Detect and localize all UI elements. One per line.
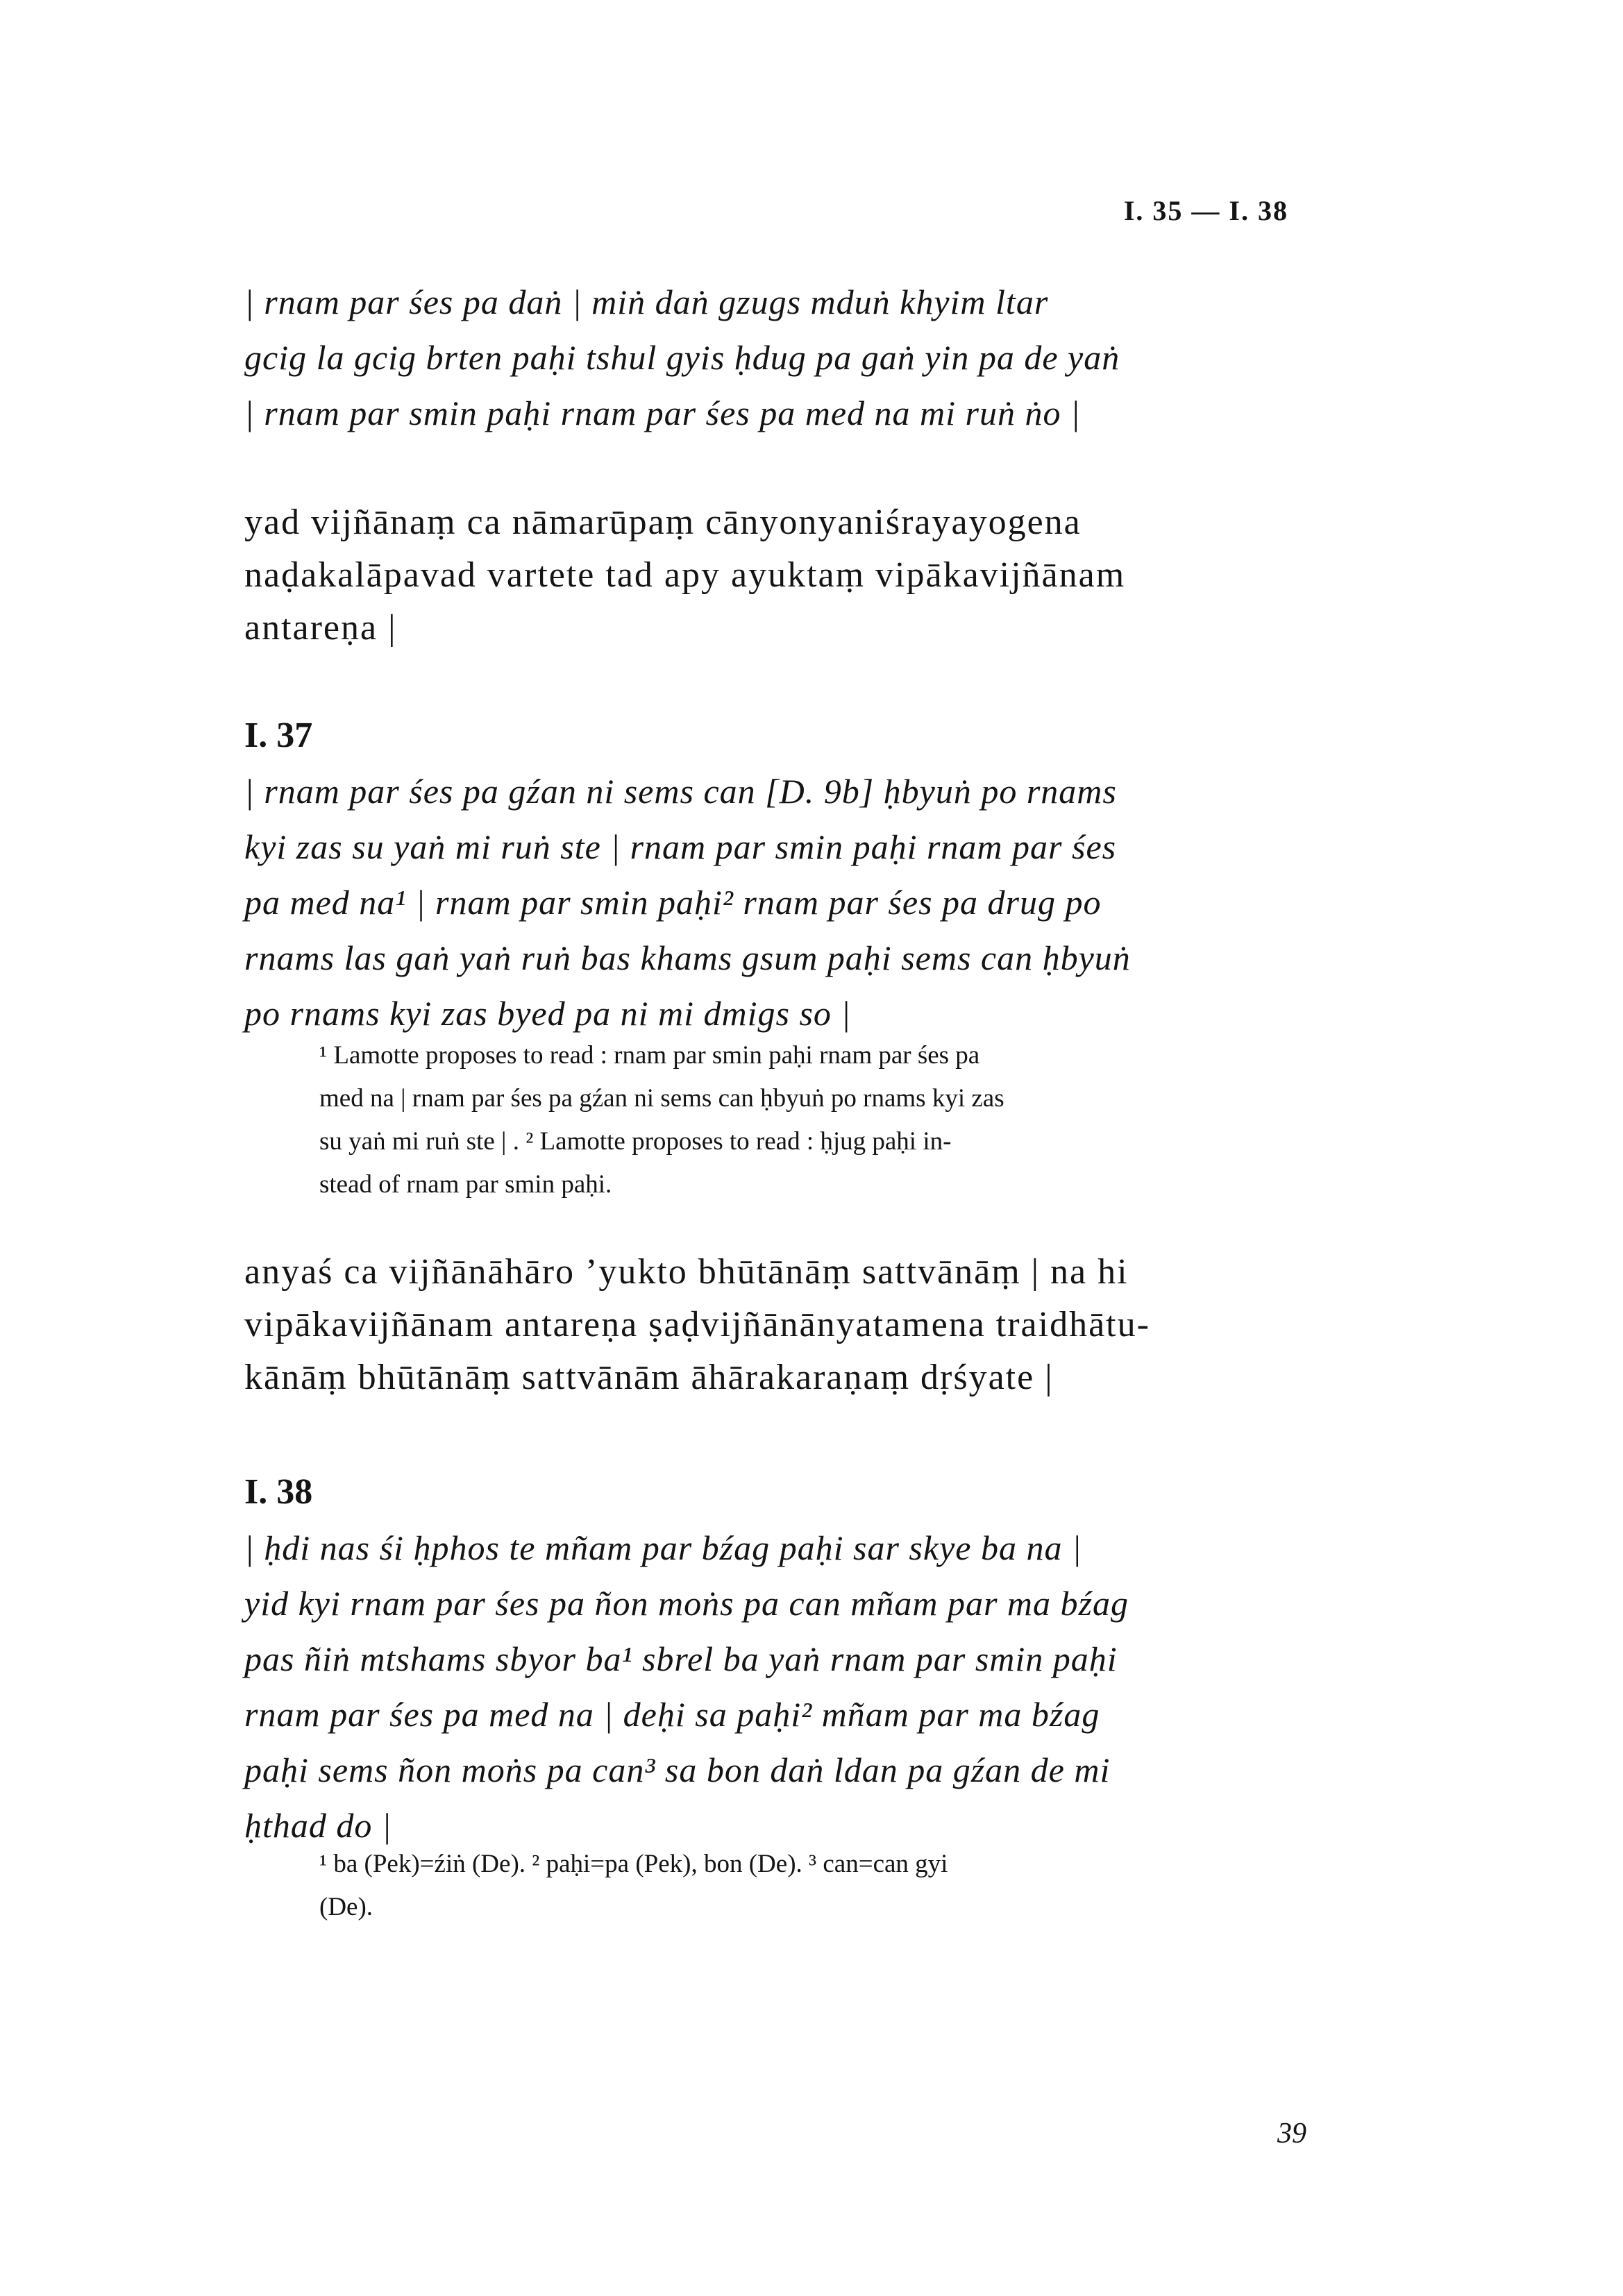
sanskrit-line: anyaś ca vijñānāhāro ’yukto bhūtānāṃ sattvānāṃ | na hi bbox=[244, 1252, 1129, 1292]
tibetan-line: rnam par śes pa med na | deḥi sa paḥi² mñam par ma bźag bbox=[244, 1695, 1100, 1734]
tibetan-line: kyi zas su yaṅ mi ruṅ ste | rnam par smin paḥi rnam par śes bbox=[244, 827, 1117, 866]
section-37 bbox=[244, 708, 1327, 1041]
tibetan-line: ḥthad do | bbox=[244, 1806, 392, 1845]
section-heading: I. 37 bbox=[244, 716, 313, 755]
section-38 bbox=[244, 1464, 1327, 1853]
tibetan-line: | rnam par smin paḥi rnam par śes pa med na mi ruṅ ṅo | bbox=[244, 394, 1081, 432]
sanskrit-passage-37 bbox=[244, 1246, 1327, 1404]
sanskrit-line: yad vijñānaṃ ca nāmarūpaṃ cānyonyaniśrayayogena bbox=[244, 503, 1082, 542]
tibetan-line: po rnams kyi zas byed pa ni mi dmigs so | bbox=[244, 994, 852, 1033]
tibetan-line: gcig la gcig brten paḥi tshul gyis ḥdug pa gaṅ yin pa de yaṅ bbox=[244, 338, 1120, 377]
tibetan-passage-1 bbox=[244, 274, 1327, 441]
tibetan-line: pas ñiṅ mtshams sbyor ba¹ sbrel ba yaṅ rnam par smin paḥi bbox=[244, 1639, 1118, 1678]
sanskrit-line: kānāṃ bhūtānāṃ sattvānām āhārakaraṇaṃ dṛśyate | bbox=[244, 1358, 1054, 1397]
tibetan-line: paḥi sems ñon moṅs pa can³ sa bon daṅ ldan pa gźan de mi bbox=[244, 1750, 1111, 1789]
footnote-line: med na | rnam par śes pa gźan ni sems can ḥbyuṅ po rnams kyi zas bbox=[319, 1084, 1004, 1113]
running-header: I. 35 — I. 38 bbox=[1123, 195, 1288, 226]
tibetan-line: rnams las gaṅ yaṅ ruṅ bas khams gsum paḥi sems can ḥbyuṅ bbox=[244, 938, 1131, 977]
tibetan-line: yid kyi rnam par śes pa ñon moṅs pa can mñam par ma bźag bbox=[244, 1584, 1129, 1623]
footnote-line: ¹ Lamotte proposes to read : rnam par smin paḥi rnam par śes pa bbox=[319, 1041, 980, 1070]
page-number: 39 bbox=[1277, 2118, 1306, 2150]
tibetan-line: | rnam par śes pa gźan ni sems can [D. 9b] ḥbyuṅ po rnams bbox=[244, 772, 1117, 811]
sanskrit-line: antareṇa | bbox=[244, 608, 397, 648]
footnotes-38 bbox=[319, 1843, 1326, 1929]
tibetan-line: | rnam par śes pa daṅ | miṅ daṅ gzugs mduṅ khyim ltar bbox=[244, 282, 1049, 321]
footnote-line: ¹ ba (Pek)=źiṅ (De). ² paḥi=pa (Pek), bon (De). ³ can=can gyi bbox=[319, 1850, 948, 1878]
sanskrit-passage-1 bbox=[244, 496, 1327, 655]
footnote-line: su yaṅ mi ruṅ ste | . ² Lamotte proposes to read : ḥjug paḥi in- bbox=[319, 1127, 952, 1156]
footnote-line: (De). bbox=[319, 1893, 373, 1921]
sanskrit-line: vipākavijñānam antareṇa ṣaḍvijñānānyatamena traidhātu- bbox=[244, 1305, 1150, 1344]
footnotes-37 bbox=[319, 1034, 1326, 1206]
section-heading: I. 38 bbox=[244, 1472, 313, 1512]
tibetan-line: | ḥdi nas śi ḥphos te mñam par bźag paḥi sar skye ba na | bbox=[244, 1528, 1082, 1567]
sanskrit-line: naḍakalāpavad vartete tad apy ayuktaṃ vipākavijñānam bbox=[244, 555, 1126, 595]
tibetan-line: pa med na¹ | rnam par smin paḥi² rnam par śes pa drug po bbox=[244, 883, 1102, 922]
footnote-line: stead of rnam par smin paḥi. bbox=[319, 1170, 612, 1199]
